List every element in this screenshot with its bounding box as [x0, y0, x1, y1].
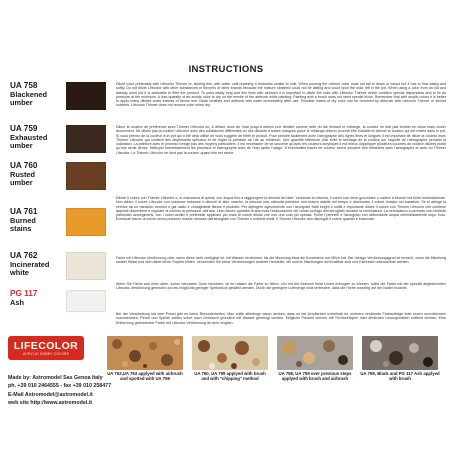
website-line: web site http://www.astromodel.it — [8, 399, 92, 406]
color-name: umber — [10, 141, 33, 151]
color-label — [10, 82, 47, 108]
color-code: UA 758 — [10, 81, 38, 90]
example-caption-4: UA 759, Black and PG 117 Ash applyed with brush — [360, 371, 440, 381]
color-swatch — [66, 125, 106, 153]
color-name: white — [10, 268, 29, 278]
color-name: Incinerated — [10, 259, 50, 269]
instruction-text-french: Diluer la couleur de préférence avec Thinner Lifecolor ou, à défaut, avec de l'eau jusqu'à obtenir une densité comme celle du lait Versant le mélange, la couleur ne doit pas tomber en blocs mais couler doucement. Ne diluez pas la couleur Lifecolor avec des substances différentes ou des diluants d'autres marques parce le mélange obtenu pourrait être instable et abîmer la couleur qui est restée dans le pot. Si vous prenez de la couleur d'un pot qui a été déjà utilisé on vous suggère de filtrer le produit. Pour peindre facilement avec l'aérographe des lignes fines et longues il est important de diluer la couleur avec Thinner Lifecolor qui contient des dispersants spéciaux et de régler la pression de l'air au minimum. Une quantité inférieure d'air évite le séchage de la couleur sur l'aiguille de l'aérographe pendant la coloration. La peinture avec le pinceau n'exige pas des moyens particuliers, il est nécessaire de se souvenir qu'avec les couleurs acryliques il est mieux d'appliquer plusieurs couches de couleur diluées plutôt qu'une seule dense. Nettoyez immédiatement les pinceaux et l'aérographe avec de l'eau après l'usage. D'éventuelles traces de couleur sèche peuvent être éliminées avec l'aérographe et avec du Thinner Lifecolor. Le Thinner Lifecolor ne fond pas la couleur quand elle est sèche. — [116, 125, 446, 155]
color-swatch — [66, 162, 106, 190]
color-name: umber — [10, 98, 33, 108]
instruction-text-english: Dilute color preferably with Lifecolor Thinner or, lacking this, with water until reaching a thickness similar to milk. When pouring the mixture color must not fall in drops or lumps but it has to flow easily and softly. Do not dilute Lifecolor with other substances or thinners of other brands because the mixture obtained could not be lasting and could spoil the color left in the pot. When using a color from an old and already used pot it is advisable to filter the product. To paint easily long and thin lines with airbrush it is important to dilute the color with Lifecolor Thinner which contains special dispersants and to fix air pressure at the minimum. A less quantity of air avoids color to dry on the needle of the airbrush while painting. Painting with a brush does not need special tricks. Remember that with acrylic colors it is better to apply many diluted coats instead of dense one Clean brushes and airbrush with water immediately after use. Possible marks of dry color can be removed by airbrush with Lifecolor Thinner or similar solvents. Lifecolor Thinner does not remove color when dry. — [116, 82, 446, 108]
color-name: Ash — [10, 297, 24, 307]
color-code: UA 760 — [10, 161, 38, 170]
example-caption-3: UA 758, UA 759 over previous steps applyed with brush and airbrush — [278, 371, 352, 381]
color-row-ua759 — [6, 125, 446, 159]
color-name: Rusted — [10, 169, 36, 179]
color-swatch — [66, 252, 106, 280]
color-label — [10, 252, 49, 278]
instruction-text-german-2: Wenn Sie Farbe aus einer alten, schon benutzten Dose benützen, ist es ratsam die Farbe zu filtern. Um mit der Airbrush feine Linien erzeugen zu können, sollte die Farbe mit der speziell abgestimmten Lifecolor-Verdünnung gemischt und ein möglichst geringer Spritzdruck gewählt werden. Durch die geringere Luftmenge wird verhindert, dass die Farbe vorzeitig auf der Nadel trocknet. — [116, 282, 446, 291]
color-code: UA 759 — [10, 124, 38, 133]
color-label — [10, 125, 47, 151]
color-code: PG 117 — [10, 289, 38, 298]
color-label — [10, 290, 37, 307]
email-line: E-Mail Astromodel@astromodel.it — [8, 391, 93, 398]
color-name: stains — [10, 224, 32, 234]
logo-wordmark: LIFECOLOR — [13, 339, 79, 352]
ash-texture-photo — [362, 336, 438, 370]
example-photo-1 — [107, 336, 183, 370]
instruction-text-german-3: Bei der Verarbeitung mit dem Pinsel gibt es keine Besonderheiten. Man sollte allerdings daran denken, dass es bei Acrylfarben vorteilhaft ist, mehrere verdünnte Farbaufträge statt einem unverdünnten vorzunehmen. Pinsel und Spritze sollten sofort nach Gebrauch gründlich mit Wasser gereinigt werden. Mögliche Flecken können mit Trichlorethylen oder ähnlichen Lösungsmitteln entfernt werden. Eine Entfernung getrockneter Farbe mit Lifecolor-Verdünnung ist nicht möglich. — [116, 312, 446, 325]
color-name: umber — [10, 178, 33, 188]
example-photo-4 — [362, 336, 438, 370]
phone-fax-line: ph. +39 010 2464555 - fax +39 010 258477 — [8, 383, 112, 390]
manufacturer-line: Made by: Astromodel Sas Genoa Italy — [8, 375, 103, 381]
instruction-text-italian: Diluire il colore con Thinner Lifecolor o, in mancanza di questi, con acqua fino a raggiungere la densità del latte. Versando la miscela, il colore non deve gocciolare o cadere a blocchi ma fluire morbidamente. Non diluire il colore Lifecolor con sostanze estranee o diluenti di altre marche, la miscela così ottenuta potrebbe non essere stabile nel tempo e deteriorare il colore rimasto nel barattolo. Se si attinge la vernice da un barattolo vecchio e già usato è consigliabile filtrare il prodotto. Per dipingere agevolmente con l'aerografo tratti lunghi e sottili è importante diluire il colore con Thinner Lifecolor che contiene appositi disperdenti e regolare al minimo la pressione dell'aria. Una minore quantità di aria evita l'essiccazione del colore sull'ago dell'aerografo durante la verniciatura. La verniciatura a pennello non richiede particolari accorgimenti, con i colori acrilici è preferibile applicare più mani di colore diluito che non una sola più spessa. Pulire i pennelli e l'aerografo con abbondante acqua immediatamente dopo l'uso. Eventuali tracce di colore secco possono essere rimosse dall'aerografo con Thinner o solventi simili. Il Thinner Lifecolor non discioglie il colore quando è essiccato. — [116, 196, 446, 222]
color-label — [10, 162, 37, 188]
color-label — [10, 208, 37, 234]
color-swatch — [66, 290, 106, 312]
lifecolor-logo — [8, 336, 84, 360]
color-swatch — [66, 208, 106, 236]
example-photo-3 — [277, 336, 353, 370]
color-name: Exhausted — [10, 132, 48, 142]
layered-texture-photo — [277, 336, 353, 370]
chipping-texture-photo — [192, 336, 268, 370]
color-code: UA 761 — [10, 207, 38, 216]
rust-texture-photo — [107, 336, 183, 370]
color-swatch — [66, 82, 106, 110]
color-row-ua762 — [6, 251, 446, 291]
example-caption-1: UA 762,UA 763 applyed with airbrush and spotted with UA 759 — [107, 371, 183, 381]
color-code: UA 762 — [10, 251, 38, 260]
color-name: Burned — [10, 215, 36, 225]
color-row-ua758 — [6, 82, 446, 116]
color-name: Blackened — [10, 89, 47, 99]
page-title: INSTRUCTIONS — [188, 64, 264, 75]
example-caption-2: UA 760, UA 759 applyed with brush and with "chipping" method — [194, 371, 266, 381]
instruction-text-german: Farbe mit Lifecolor-Verdünnung oder, wenn diese nicht verfügbar ist, mit Wasser verdünnen, bis die Mischung etwa die Konsistenz von Milch hat. Der richtige Verdünnungsgrad ist erreicht, wenn die Mischung sauber fliesst und sich dabei keine Tropfen bilden. Verwenden Sie keine Verdünnungen anderer Hersteller, die solche Mischungen nicht haltbar sind und Farbreste unbrauchbar werden. — [116, 256, 446, 265]
logo-tagline: ACRYLIC HOBBY COLORS — [22, 351, 70, 356]
example-photo-2 — [192, 336, 268, 370]
